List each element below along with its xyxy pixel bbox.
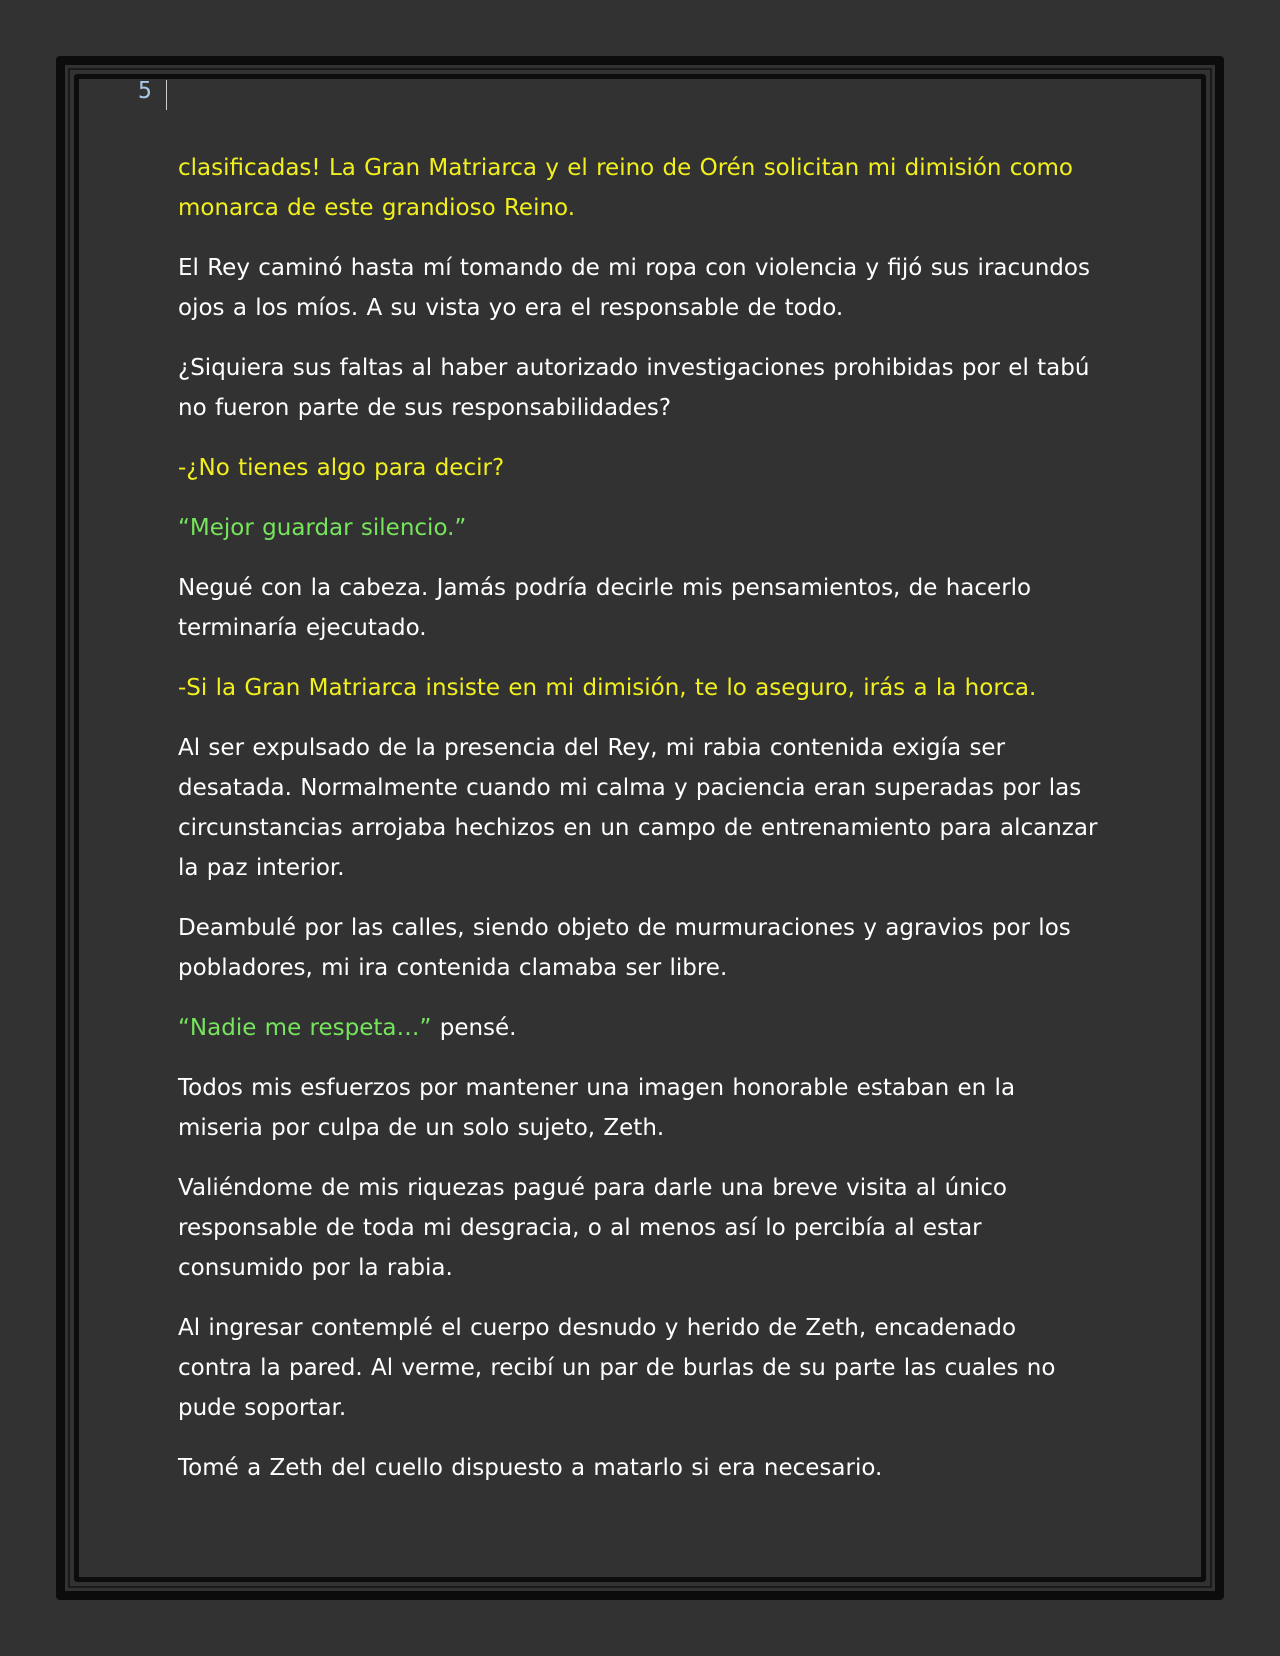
paragraph-narration: Al ingresar contemplé el cuerpo desnudo y herido de Zeth, encadenado contra la pared. Al verme, recibí un par de burlas de su parte las cuales no pude soportar. (178, 1315, 1056, 1421)
paragraph-narration: Valiéndome de mis riquezas pagué para darle una breve visita al único responsable de toda mi desgracia, o al menos así lo percibía al estar consumido por la rabia. (178, 1175, 1007, 1281)
paragraph-narration: Todos mis esfuerzos por mantener una imagen honorable estaban en la miseria por culpa de un solo sujeto, Zeth. (178, 1075, 1016, 1141)
page-number: 5 (138, 78, 152, 104)
paragraph-dialogue: clasificadas! La Gran Matriarca y el reino de Orén solicitan mi dimisión como monarca de este grandioso Reino. (178, 155, 1073, 221)
paragraph-dialogue: -¿No tienes algo para decir? (178, 455, 505, 481)
paragraph-narration: Tomé a Zeth del cuello dispuesto a matarlo si era necesario. (178, 1455, 883, 1481)
paragraph-narration: Deambulé por las calles, siendo objeto de murmuraciones y agravios por los pobladores, mi ira contenida clamaba ser libre. (178, 915, 1071, 981)
thought-text: “Nadie me respeta…” (178, 1015, 432, 1041)
paragraph-thought-with-narration (178, 1008, 1098, 1048)
page-content (178, 148, 1098, 1508)
paragraph-narration: Negué con la cabeza. Jamás podría decirle mis pensamientos, de hacerlo terminaría ejecutado. (178, 575, 1032, 641)
narration-text: pensé. (431, 1015, 517, 1041)
paragraph-narration: El Rey caminó hasta mí tomando de mi ropa con violencia y fijó sus iracundos ojos a los míos. A su vista yo era el responsable de todo. (178, 255, 1090, 321)
paragraph-narration: ¿Siquiera sus faltas al haber autorizado investigaciones prohibidas por el tabú no fueron parte de sus responsabilidades? (178, 355, 1090, 421)
paragraph-thought: “Mejor guardar silencio.” (178, 515, 467, 541)
page-number-divider (166, 80, 167, 110)
paragraph-dialogue: -Si la Gran Matriarca insiste en mi dimisión, te lo aseguro, irás a la horca. (178, 675, 1037, 701)
paragraph-narration: Al ser expulsado de la presencia del Rey, mi rabia contenida exigía ser desatada. Normalmente cuando mi calma y paciencia eran superadas por las circunstancias arrojaba hechizos en un campo de entrenamiento para alcanzar la paz interior. (178, 735, 1098, 881)
